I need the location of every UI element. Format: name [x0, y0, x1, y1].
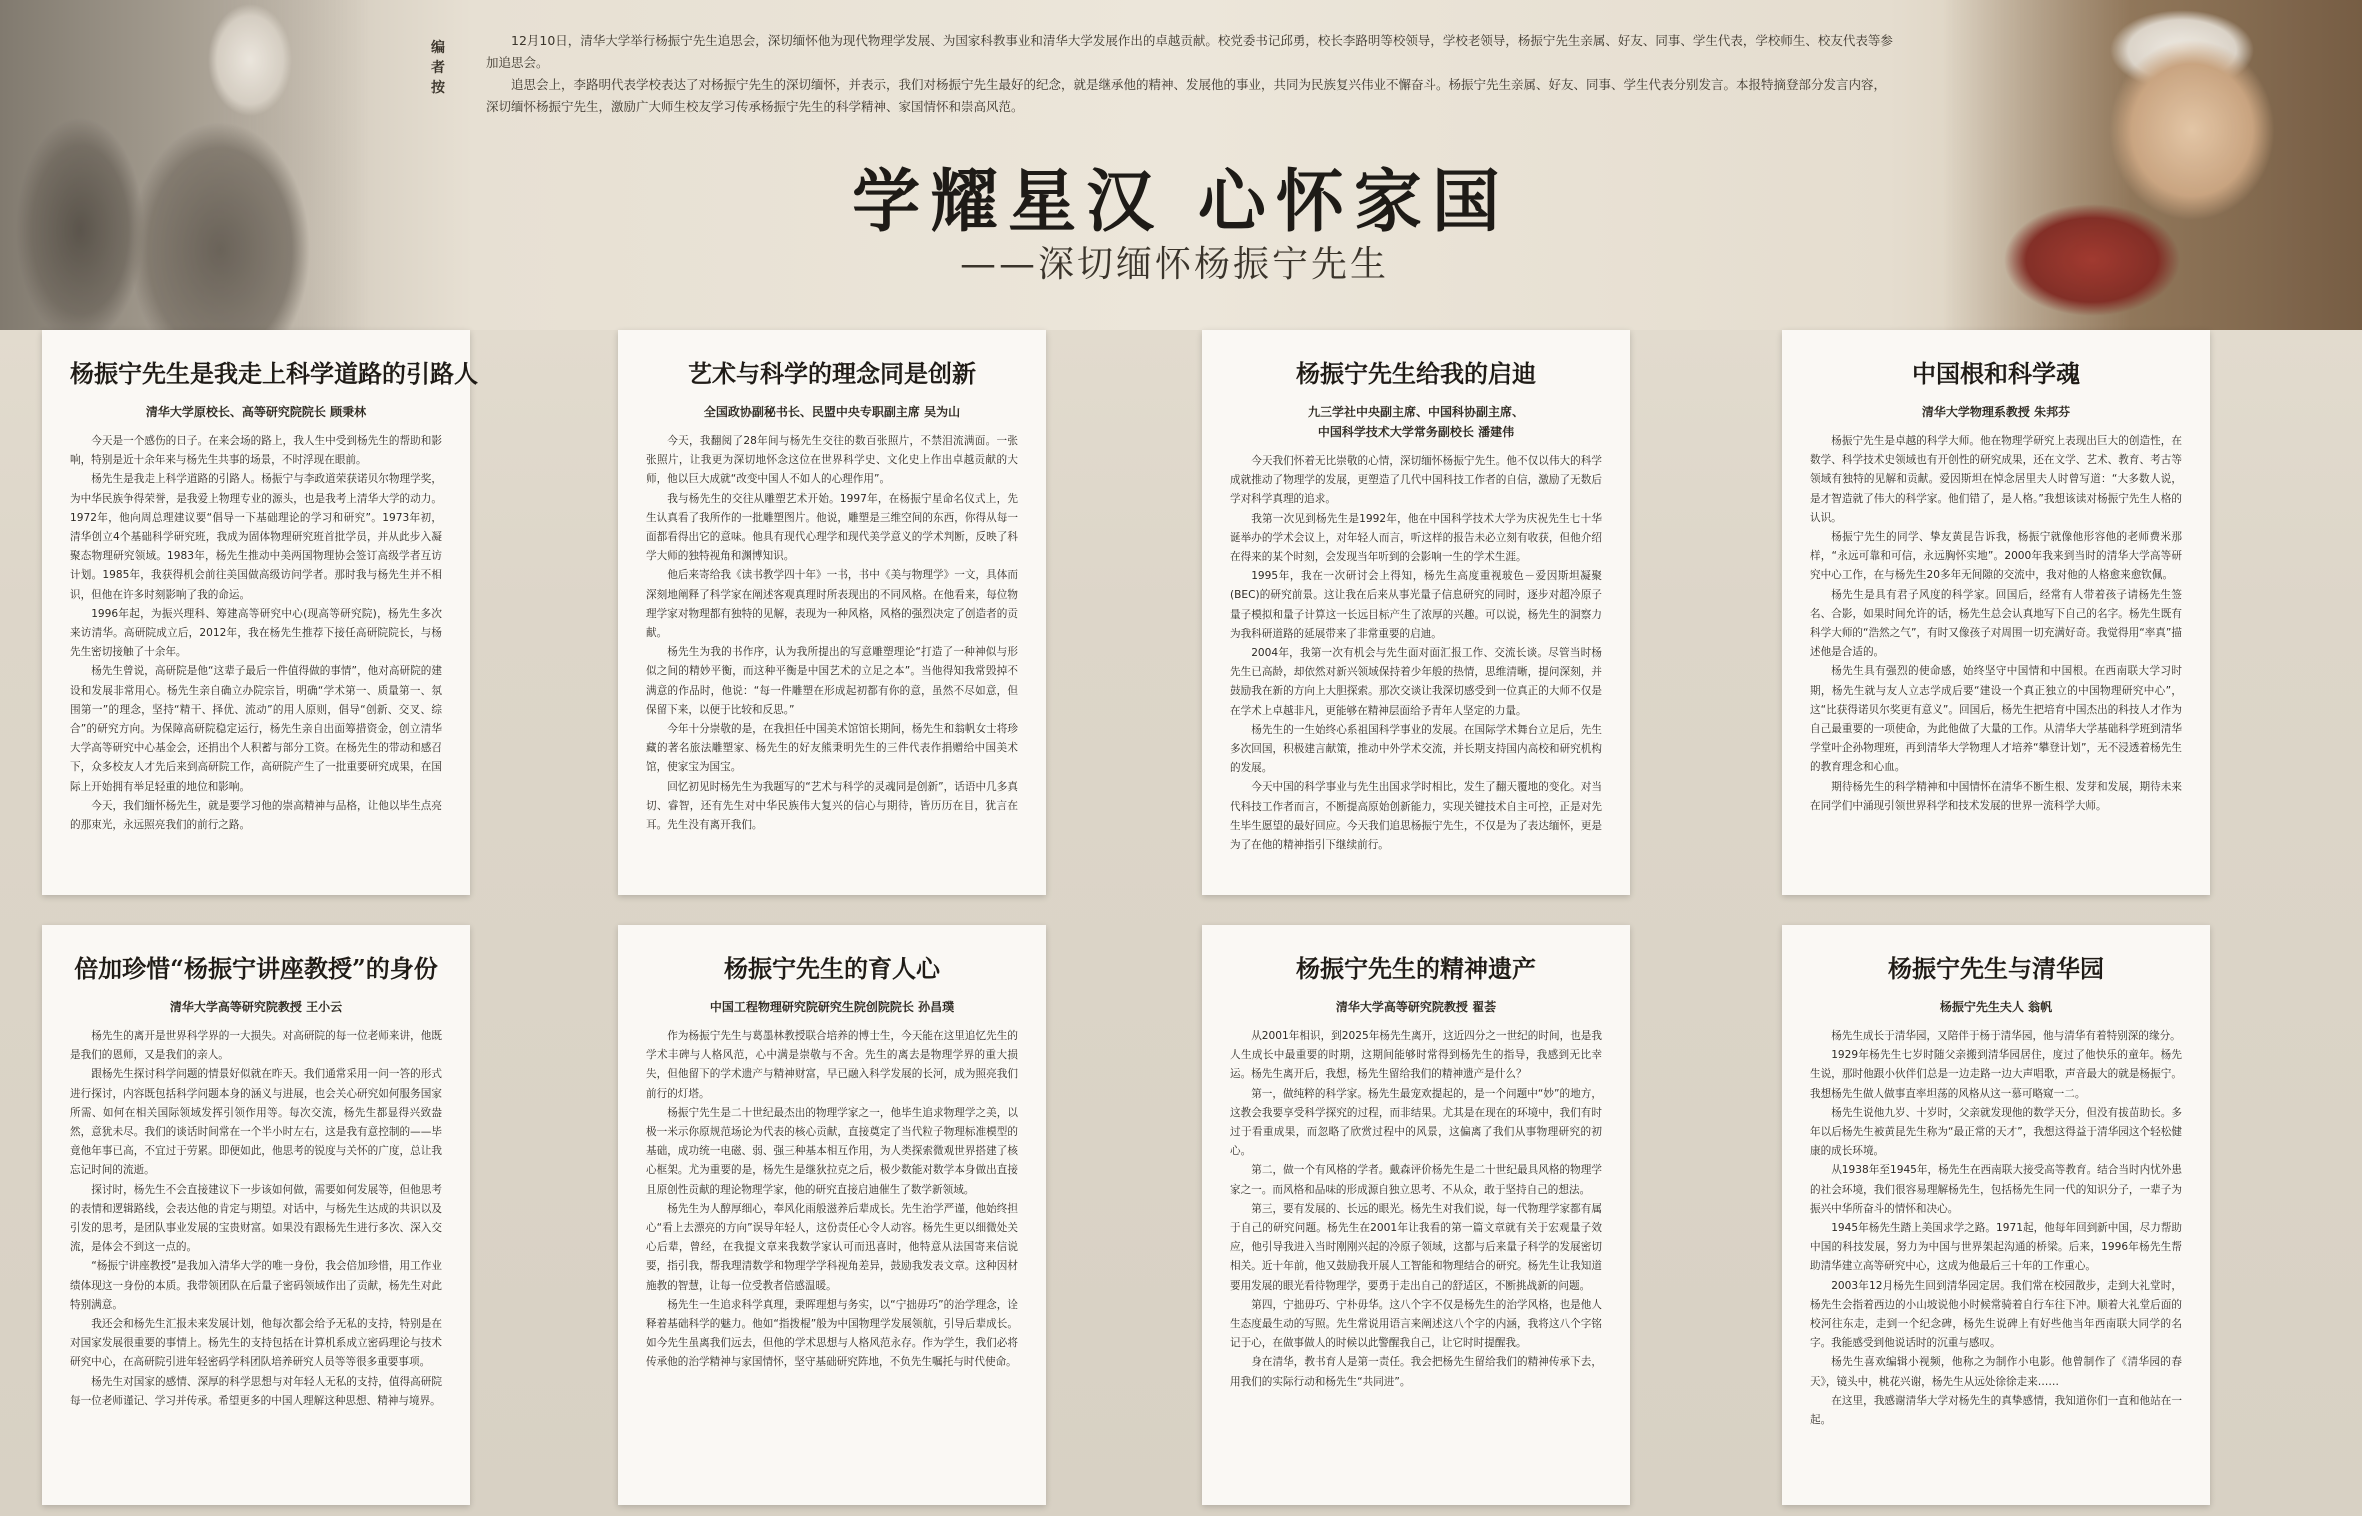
article-paragraph: 今天我们怀着无比崇敬的心情，深切缅怀杨振宁先生。他不仅以伟大的科学成就推动了物理学的发展，更塑造了几代中国科技工作者的自信，激励了无数后学对科学真理的追求。	[1230, 455, 1602, 506]
article-paragraph: 探讨时，杨先生不会直接建议下一步该如何做，需要如何发展等，但他思考的表情和逻辑路线，会表达他的肯定与期望。对话中，与杨先生达成的共识以及引发的思考，是团队事业发展的宝贵财富。如果没有跟杨先生进行多次、深入交流，是体会不到这一点的。	[70, 1183, 442, 1254]
article-card	[618, 330, 1046, 895]
article-paragraph: 杨先生对国家的感情、深厚的科学思想与对年轻人无私的支持，值得高研院每一位老师谨记、学习并传承。希望更多的中国人理解这种思想、精神与境界。	[70, 1375, 442, 1407]
sub-title: ——深切缅怀杨振宁先生	[960, 244, 1390, 285]
article-card	[1782, 925, 2210, 1505]
article-paragraph: 第四，宁拙毋巧、宁朴毋华。这八个字不仅是杨先生的治学风格，也是他人生态度最生动的写照。先生常说用语言来阐述这八个字的内涵，我将这八个字铭记于心，在做事做人的时候以此警醒我自己，让它时时提醒我。	[1230, 1298, 1602, 1350]
article-author-line: 中国科学技术大学常务副校长 潘建伟	[1317, 425, 1515, 439]
article-body	[1230, 452, 1602, 881]
article-paragraph: 杨先生曾说，高研院是他“这辈子最后一件值得做的事情”，他对高研院的建设和发展非常用心。杨先生亲自确立办院宗旨，明确“学术第一、质量第一、氛围第一”的理念，坚持“精干、择优、流动”的用人原则，倡导“创新、交叉、综合”的研究方向。为保障高研院稳定运行，杨先生亲自出面筹措资金，创立清华大学高等研究中心基金会，还捐出个人积蓄与部分工资。在杨先生的带动和感召下，众多校友人才先后来到高研院工作，高研院产生了一批重要研究成果，在国际上开始拥有举足轻重的地位和影响。	[70, 665, 442, 793]
article-author-line: 全国政协副秘书长、民盟中央专职副主席 吴为山	[703, 405, 961, 419]
article-title: 艺术与科学的理念同是创新	[688, 359, 976, 388]
article-paragraph: 杨先生为人醇厚细心，奉风化雨般滋养后辈成长。先生治学严谨，他始终担心“看上去漂亮的方向”误导年轻人，这份责任心令人动容。杨先生更以细微处关心后辈，曾经，在我提文章来我数学家认可而迅喜时，他特意从法国寄来信说要，指引我，帮我理清数学和物理学学科视角差异，鼓励我发表文章。这种因材施教的智慧，让每一位受教者倍感温暖。	[646, 1202, 1018, 1292]
article-paragraph: 跟杨先生探讨科学问题的情景好似就在昨天。我们通常采用一问一答的形式进行探讨，内容既包括科学问题本身的涵义与进展，也会关心研究如何服务国家所需、如何在相关国际领域发挥引领作用等。每次交流，杨先生都显得兴致盎然，意犹未尽。我们的谈话时间常在一个半小时左右，这是我有意控制的——毕竟他年事已高，不宜过于劳累。即便如此，他思考的锐度与关怀的广度，总让我忘记时间的流逝。	[70, 1068, 442, 1177]
article-body	[1810, 432, 2182, 881]
article-paragraph: 今天，我翻阅了28年间与杨先生交往的数百张照片，不禁泪流满面。一张张照片，让我更为深切地怀念这位在世界科学史、文化史上作出卓越贡献的大师，他以巨大成就“改变中国人不如人的心理作用”。	[646, 435, 1018, 486]
article-card	[1782, 330, 2210, 895]
article-paragraph: 杨先生一生追求科学真理，秉晖理想与务实，以“宁拙毋巧”的治学理念，诠释着基础科学的魅力。他如“指拨棍”般为中国物理学发展领航，引导后辈成长。如今先生虽离我们远去，但他的学术思想与人格风范永存。作为学生，我们必将传承他的治学精神与家国情怀，坚守基础研究阵地，不负先生嘱托与时代使命。	[646, 1298, 1018, 1369]
article-paragraph: 1995年，我在一次研讨会上得知，杨先生高度重视玻色－爱因斯坦凝聚(BEC)的研究前景。这让我在后来从事光量子信息研究的同时，逐步对超冷原子量子模拟和量子计算这一长远目标产生了浓厚的兴趣。可以说，杨先生的洞察力为我科研道路的延展带来了非常重要的启迪。	[1230, 570, 1602, 640]
article-author	[70, 997, 442, 1017]
article-author-line: 中国工程物理研究院研究生院创院院长 孙昌璞	[709, 1000, 955, 1014]
article-author	[1810, 997, 2182, 1017]
article-paragraph: 从1938年至1945年，杨先生在西南联大接受高等教育。结合当时内忧外患的社会环境，我们很容易理解杨先生，包括杨先生同一代的知识分子，一辈子为振兴中华所奋斗的情怀和决心。	[1810, 1164, 2182, 1215]
editor-note-paragraph-1: 12月10日，清华大学举行杨振宁先生追思会，深切缅怀他为现代物理学发展、为国家科教事业和清华大学发展作出的卓越贡献。校党委书记邱勇，校长李路明等校领导，学校老领导，杨振宁先生亲属、好友、同事、学生代表，学校师生、校友代表等参加追思会。	[486, 33, 1893, 70]
article-paragraph: 杨先生具有强烈的使命感，始终坚守中国情和中国根。在西南联大学习时期，杨先生就与友人立志学成后要“建设一个真正独立的中国物理研究中心”，这“比获得诺贝尔奖更有意义”。回国后，杨先生把培育中国杰出的科技人才作为自己最重要的一项使命，为此他做了大量的工作。从清华大学基础科学班到清华学堂叶企孙物理班，再到清华大学物理人才培养“攀登计划”，无不浸透着杨先生的教育理念和心血。	[1810, 665, 2182, 774]
article-title: 杨振宁先生的育人心	[724, 954, 940, 983]
article-author	[1230, 402, 1602, 442]
article-author-line: 清华大学物理系教授 朱邦芬	[1921, 405, 2071, 419]
article-paragraph: 杨先生成长于清华园，又陪伴于杨于清华园，他与清华有着特别深的缘分。	[1831, 1030, 2181, 1042]
article-paragraph: 杨先生的一生始终心系祖国科学事业的发展。在国际学术舞台立足后，先生多次回国，积极建言献策，推动中外学术交流，并长期支持国内高校和研究机构的发展。	[1230, 723, 1602, 775]
article-card	[1202, 925, 1630, 1505]
article-paragraph: 杨先生是具有君子风度的科学家。回国后，经常有人带着孩子请杨先生签名、合影，如果时间允许的话，杨先生总会认真地写下自己的名字。杨先生既有科学大师的“浩然之气”，有时又像孩子对周围一切充满好奇。我觉得用“率真”描述他是合适的。	[1810, 588, 2182, 659]
article-paragraph: 今天是一个感伤的日子。在来会场的路上，我人生中受到杨先生的帮助和影响，特别是近十余年来与杨先生共事的场景，不时浮现在眼前。	[70, 435, 442, 467]
editor-note-tag: 编者按	[431, 40, 445, 96]
article-author-line: 清华大学高等研究院教授 王小云	[169, 1000, 343, 1014]
article-card	[42, 330, 478, 895]
article-paragraph: 第一，做纯粹的科学家。杨先生最宠欢提起的，是一个问题中“妙”的地方，这教会我要享受科学探究的过程，而非结果。尤其是在现在的环境中，我们有时过于看重成果，而忽略了欣赏过程中的风景，这偏离了我们从事物理研究的初心。	[1230, 1087, 1602, 1158]
article-paragraph: 杨先生是我走上科学道路的引路人。杨振宁与李政道荣获诺贝尔物理学奖，为中华民族争得荣誉，是我爱上物理专业的源头，也是我考上清华大学的动力。1972年，他向周总理建议要“倡导一下基础理论的学习和研究”。1973年初，清华创立4个基础科学研究班，我成为固体物理研究班首批学员，并从此步入凝聚态物理研究领域。1983年，杨先生推动中美两国物理协会签订高级学者互访计划。1985年，我获得机会前往美国做高级访问学者。那时我与杨先生并不相识，但他在许多时刻影响了我的命运。	[70, 473, 442, 601]
article-author-line: 九三学社中央副主席、中国科协副主席、	[1307, 405, 1524, 419]
article-body	[646, 432, 1018, 881]
article-paragraph: 杨先生的离开是世界科学界的一大损失。对高研院的每一位老师来讲，他既是我们的恩师，又是我们的亲人。	[70, 1030, 442, 1062]
article-paragraph: 杨先生喜欢编辑小视频，他称之为制作小电影。他曾制作了《清华园的春天》，镜头中，桃花兴谢，杨先生从远处徐徐走来……	[1810, 1356, 2182, 1388]
article-paragraph: 今天，我们缅怀杨先生，就是要学习他的崇高精神与品格，让他以毕生点亮的那束光，永远照亮我们的前行之路。	[70, 799, 442, 832]
article-paragraph: 我还会和杨先生汇报未来发展计划，他每次都会给予无私的支持，特别是在对国家发展很重要的事情上。杨先生的支持包括在计算机系成立密码理论与技术研究中心，在高研院引进年轻密码学科团队培养研究人员等等很多重要事项。	[70, 1318, 442, 1369]
article-paragraph: 我与杨先生的交往从雕塑艺术开始。1997年，在杨振宁星命名仪式上，先生认真看了我所作的一批雕塑图片。他说，雕塑是三维空间的东西，你得从每一面都看得出它的意味。他具有现代心理学和现代美学意义的学术判断，反映了科学大师的独特视角和渊博知识。	[646, 492, 1018, 563]
article-title: 杨振宁先生是我走上科学道路的引路人	[70, 359, 478, 388]
article-body	[1810, 1027, 2182, 1491]
article-title: 杨振宁先生的精神遗产	[1296, 954, 1536, 983]
article-paragraph: 第二，做一个有风格的学者。戴森评价杨先生是二十世纪最具风格的物理学家之一。而风格和品味的形成源自独立思考、不从众，敢于坚持自己的想法。	[1230, 1164, 1602, 1196]
article-paragraph: 1929年杨先生七岁时随父亲搬到清华园居住，度过了他快乐的童年。杨先生说，那时他跟小伙伴们总是一边走路一边大声唱歌，声音最大的就是杨振宁。我想杨先生做人做事直率坦荡的风格从这一慕可略窥一二。	[1810, 1049, 2182, 1100]
article-author	[70, 402, 442, 422]
article-paragraph: 今年十分崇敬的是，在我担任中国美术馆馆长期间，杨先生和翁帆女士将珍藏的著名旅法雕塑家、杨先生的好友熊秉明先生的三件代表作捐赠给中国美术馆，使家宝为国宝。	[646, 723, 1018, 774]
article-paragraph: 回忆初见时杨先生为我题写的“艺术与科学的灵魂同是创新”，话语中几多真切、睿智，还有先生对中华民族伟大复兴的信心与期待，皆历历在目，犹言在耳。先生没有离开我们。	[646, 780, 1018, 832]
article-paragraph: 作为杨振宁先生与葛墨林教授联合培养的博士生，今天能在这里追忆先生的学术丰碑与人格风范，心中满是崇敬与不舍。先生的离去是物理学界的重大损失，但他留下的学术遗产与精神财富，早已融入科学发展的长河，成为照亮我们前行的灯塔。	[646, 1030, 1018, 1100]
article-author	[646, 997, 1018, 1017]
article-author-line: 清华大学高等研究院教授 翟荟	[1335, 1000, 1497, 1014]
article-paragraph: 身在清华，教书育人是第一责任。我会把杨先生留给我们的精神传承下去，用我们的实际行动和杨先生“共同进”。	[1230, 1356, 1602, 1388]
article-author	[1810, 402, 2182, 422]
editor-note	[486, 30, 1896, 118]
article-paragraph: 2003年12月杨先生回到清华园定居。我们常在校园散步，走到大礼堂时，杨先生会指着西边的小山坡说他小时候常骑着自行车往下冲。顺着大礼堂后面的校河往东走，走到一个纪念碑，杨先生说碑上有好些他当年西南联大同学的名字。我能感受到他说话时的沉重与感叹。	[1810, 1279, 2182, 1350]
main-title: 学耀星汉 心怀家国	[852, 162, 1510, 242]
article-paragraph: 第三，要有发展的、长远的眼光。杨先生对我们说，每一代物理学家都有属于自己的研究问题。杨先生在2001年让我看的第一篇文章就有关于宏观量子效应，他引导我进入当时刚刚兴起的冷原子领域，这都与后来量子科学的发展密切相关。近十年前，他又鼓励我开展人工智能和物理结合的研究。杨先生让我知道要用发展的眼光看待物理学，要勇于走出自己的舒适区，不断挑战新的问题。	[1230, 1202, 1602, 1292]
editor-note-paragraph-2: 追思会上，李路明代表学校表达了对杨振宁先生的深切缅怀，并表示，我们对杨振宁先生最好的纪念，就是继承他的精神、发展他的事业，共同为民族复兴伟业不懈奋斗。杨振宁先生亲属、好友、同事、学生代表分别发言。本报特摘登部分发言内容，深切缅怀杨振宁先生，激励广大师生校友学习传承杨振宁先生的科学精神、家国情怀和崇高风范。	[486, 77, 1887, 114]
article-paragraph: 1945年杨先生踏上美国求学之路。1971起，他每年回到新中国，尽力帮助中国的科技发展，努力为中国与世界架起沟通的桥梁。后来，1996年杨先生帮助清华建立高等研究中心，这成为他最后三十年的工作重心。	[1810, 1222, 2182, 1273]
article-card	[618, 925, 1046, 1505]
article-card	[1202, 330, 1630, 895]
article-paragraph: 他后来寄给我《读书教学四十年》一书，书中《美与物理学》一文，具体而深刻地阐释了科学家在阐述客观真理时所表现出的不同风格。在他看来，每位物理学家对物理都有独特的见解，表现为一种风格，风格的强烈决定了创造者的贡献。	[646, 569, 1018, 640]
article-paragraph: 今天中国的科学事业与先生出国求学时相比，发生了翻天覆地的变化。对当代科技工作者而言，不断提高原始创新能力，实现关键技术自主可控，正是对先生毕生愿望的最好回应。今天我们追思杨振宁先生，不仅是为了表达缅怀，更是为了在他的精神指引下继续前行。	[1230, 781, 1602, 852]
article-author-line: 清华大学原校长、高等研究院院长 顾秉林	[145, 405, 367, 419]
article-paragraph: 杨先生为我的书作序，认为我所提出的写意雕塑理论“打造了一种神似与形似之间的精妙平衡，而这种平衡是中国艺术的立足之本”。当他得知我常毁掉不满意的作品时，他说：“每一件雕塑在形成起初都有你的意，虽然不尽如意，但保留下来，以便于比较和反思。”	[646, 646, 1018, 716]
article-paragraph: 在这里，我感谢清华大学对杨先生的真挚感情，我知道你们一直和他站在一起。	[1810, 1394, 2182, 1427]
article-body	[1230, 1027, 1602, 1491]
article-paragraph: 2004年，我第一次有机会与先生面对面汇报工作、交流长谈。尽管当时杨先生已高龄，却依然对新兴领域保持着少年般的热情，思维清晰，提问深刻，并鼓励我在新的方向上大胆探索。那次交谈让我深切感受到一位真正的大师不仅是在学术上卓越非凡，更能够在精神层面给予青年人坚定的力量。	[1230, 647, 1602, 717]
article-title: 杨振宁先生与清华园	[1888, 954, 2104, 983]
article-paragraph: 我第一次见到杨先生是1992年，他在中国科学技术大学为庆祝先生七十华诞举办的学术会议上，对年轻人而言，听这样的报告未必立刻有收获，但他介绍在得来的某个时刻，会发现当年听到的会影响一生的学术生涯。	[1230, 512, 1602, 564]
article-paragraph: 1996年起，为振兴理科、筹建高等研究中心(现高等研究院)，杨先生多次来访清华。高研院成立后，2012年，我在杨先生推荐下接任高研院院长，与杨先生密切接触了十余年。	[70, 607, 442, 659]
article-paragraph: 从2001年相识，到2025年杨先生离开，这近四分之一世纪的时间，也是我人生成长中最重要的时期，这期间能够时常得到杨先生的指导，我感到无比幸运。杨先生离开后，我想，杨先生留给我们的精神遗产是什么？	[1230, 1030, 1602, 1081]
article-body	[70, 432, 442, 881]
article-author	[1230, 997, 1602, 1017]
article-title: 中国根和科学魂	[1912, 359, 2080, 388]
article-paragraph: 期待杨先生的科学精神和中国情怀在清华不断生根、发芽和发展，期待未来在同学们中涌现引领世界科学和技术发展的世界一流科学大师。	[1810, 780, 2182, 812]
article-card	[42, 925, 470, 1505]
article-paragraph: 杨先生说他九岁、十岁时，父亲就发现他的数学天分，但没有拔苗助长。多年以后杨先生被黄昆先生称为“最正常的天才”，我想这得益于清华园这个轻松健康的成长环境。	[1810, 1106, 2182, 1158]
article-body	[646, 1027, 1018, 1491]
article-paragraph: “杨振宁讲座教授”是我加入清华大学的唯一身份，我会倍加珍惜，用工作业绩体现这一身份的本质。我带领团队在后量子密码领域作出了贡献，杨先生对此特别满意。	[70, 1260, 442, 1311]
article-author-line: 杨振宁先生夫人 翁帆	[1939, 1000, 2053, 1014]
article-author	[646, 402, 1018, 422]
article-title: 倍加珍惜“杨振宁讲座教授”的身份	[74, 954, 438, 983]
header-banner	[0, 0, 2362, 330]
article-title: 杨振宁先生给我的启迪	[1296, 359, 1536, 388]
article-paragraph: 杨振宁先生是卓越的科学大师。他在物理学研究上表现出巨大的创造性，在数学、科学技术史领域也有开创性的研究成果，还在文学、艺术、教育、考古等领域有独特的见解和贡献。爱因斯坦在悼念居里夫人时曾写道：“大多数人说，是才智造就了伟大的科学家。他们错了，是人格。”我想该读对杨振宁先生人格的认识。	[1810, 435, 2182, 524]
article-paragraph: 杨振宁先生的同学、挚友黄昆告诉我，杨振宁就像他形容他的老师费米那样，“永远可靠和可信，永远胸怀实地”。2000年我来到当时的清华大学高等研究中心工作，在与杨先生20多年无间隙的交流中，我对他的人格愈来愈钦佩。	[1810, 531, 2182, 582]
article-paragraph: 杨振宁先生是二十世纪最杰出的物理学家之一，他毕生追求物理学之美，以极一米示你原规范场论为代表的核心贡献，直接奠定了当代粒子物理标准模型的基础，成功统一电磁、弱、强三种基本相互作用，为人类探索微观世界搭建了核心框架。尤为重要的是，杨先生是继狄拉克之后，极少数能对数学本身做出直接且原创性贡献的理论物理学家，他的研究直接启迪催生了数学新领域。	[646, 1106, 1018, 1196]
article-body	[70, 1027, 442, 1491]
